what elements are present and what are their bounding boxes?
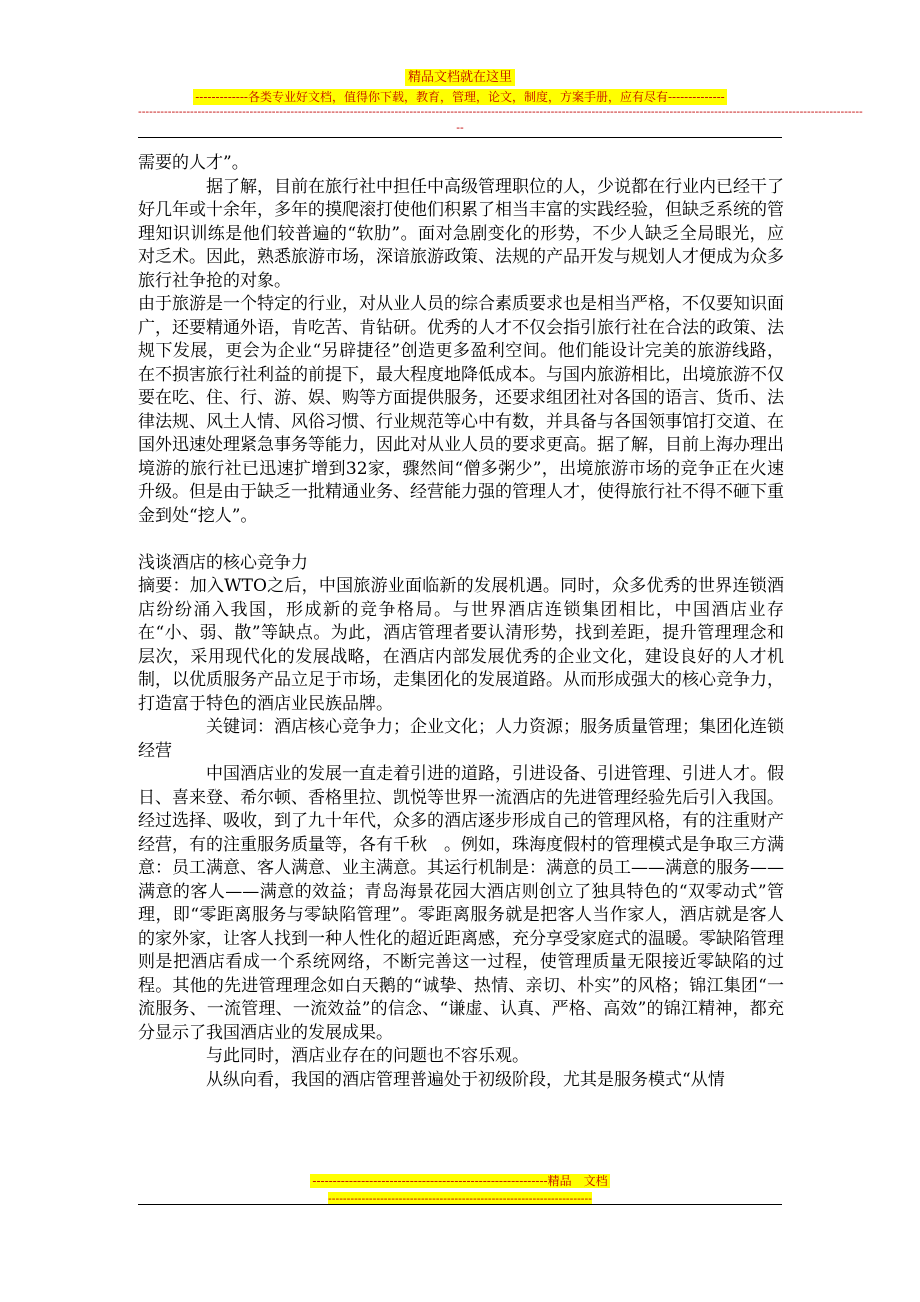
paragraph: 由于旅游是一个特定的行业，对从业人员的综合素质要求也是相当严格，不仅要知识面广，还要精通外语，肯吃苦、肯钻研。优秀的人才不仅会指引旅行社在合法的政策、法规下发展，更会为企业“另辟捷径”创造更多盈利空间。他们能设计完美的旅游线路，在不损害旅行社利益的前提下，最大程度地降低成本。与国内旅游相比，出境旅游不仅要在吃、住、行、游、娱、购等方面提供服务，还要求组团社对各国的语言、货币、法律法规、风土人情、风俗习惯、行业规范等心中有数，并具备与各国领事馆打交道、在国外迅速处理紧急事务等能力，因此对从业人员的要求更高。据了解，目前上海办理出境游的旅行社已迅速扩增到32家，骤然间“僧多粥少”，出境旅游市场的竞争正在火速升级。但是由于缺乏一批精通业务、经营能力强的管理人才，使得旅行社不得不砸下重金到处“挖人”。 bbox=[138, 294, 784, 526]
header-dash-tail: -- bbox=[456, 121, 464, 134]
section-title: 浅谈酒店的核心竞争力 bbox=[138, 552, 308, 573]
abstract: 摘要：加入WTO之后，中国旅游业面临新的发展机遇。同时，众多优秀的世界连锁酒店纷纷涌入我国，形成新的竞争格局。与世界酒店连锁集团相比，中国酒店业存在“小、弱、散”等缺点。为此，酒店管理者要认清形势，找到差距，提升管理理念和层次，采用现代化的发展战略，在酒店内部发展优秀的企业文化，建设良好的人才机制，以优质服务产品立足于市场，走集团化的发展道路。从而形成强大的核心竞争力，打造富于特色的酒店业民族品牌。 bbox=[138, 576, 784, 714]
header-tagline bbox=[0, 86, 920, 105]
paragraph: 与此同时，酒店业存在的问题也不容乐观。 bbox=[206, 1046, 529, 1066]
header-title bbox=[0, 66, 920, 85]
paragraph: 据了解，目前在旅行社中担任中高级管理职位的人，少说都在行业内已经干了好几年或十余年，多年的摸爬滚打使他们积累了相当丰富的实践经验，但缺乏系统的管理知识训练是他们较普遍的“软肋”。面对急剧变化的形势，不少人缺乏全局眼光，应对乏术。因此，熟悉旅游市场，深谙旅游政策、法规的产品开发与规划人才便成为众多旅行社争抢的对象。 bbox=[138, 176, 784, 291]
footer-dash-text: ----------------------------------------------------------------------- bbox=[328, 1192, 592, 1205]
header-divider bbox=[138, 137, 782, 138]
blank-line bbox=[138, 528, 784, 552]
header-tagline-text: -------------各类专业好文档，值得你下载，教育，管理，论文，制度，方案手册，应有尽有-------------- bbox=[195, 90, 725, 104]
header-title-text: 精品文档就在这里 bbox=[405, 69, 515, 86]
paragraph: 需要的人才”。 bbox=[138, 153, 249, 173]
document-body bbox=[138, 152, 784, 1092]
paragraph: 从纵向看，我国的酒店管理普遍处于初级阶段，尤其是服务模式“从情 bbox=[206, 1069, 725, 1090]
keywords: 关键词：酒店核心竞争力；企业文化；人力资源；服务质量管理；集团化连锁经营 bbox=[138, 717, 784, 761]
paragraph: 中国酒店业的发展一直走着引进的道路，引进设备、引进管理、引进人才。假日、喜来登、希尔顿、香格里拉、凯悦等世界一流酒店的先进管理经验先后引入我国。经过选择、吸收，到了九十年代，众多的酒店逐步形成自己的管理风格，有的注重财产经营，有的注重服务质量等，各有千秋 。例如，珠海度假村的管理模式是争取三方满意：员工满意、客人满意、业主满意。其运行机制是：满意的员工——满意的服务——满意的客人——满意的效益；青岛海景花园大酒店则创立了独具特色的“双零动式”管理，即“零距离服务与零缺陷管理”。零距离服务就是把客人当作家人，酒店就是客人的家外家，让客人找到一种人性化的超近距离感，充分享受家庭式的温暖。零缺陷管理则是把酒店看成一个系统网络，不断完善这一过程，使管理质量无限接近零缺陷的过程。其他的先进管理理念如白天鹅的“诚挚、热情、亲切、朴实”的风格；锦江集团“一流服务、一流管理、一流效益”的信念、“谦虚、认真、严格、高效”的锦江精神，都充分显示了我国酒店业的发展成果。 bbox=[138, 764, 784, 1043]
footer-divider bbox=[138, 1204, 782, 1205]
footer-line-text: ----------------------------------------------------------精品 文档 bbox=[312, 1174, 608, 1188]
header-dash-line: --------------------------------------------------------------------------------------------------------------------------------------------------------------------------------------------------- bbox=[138, 105, 863, 118]
